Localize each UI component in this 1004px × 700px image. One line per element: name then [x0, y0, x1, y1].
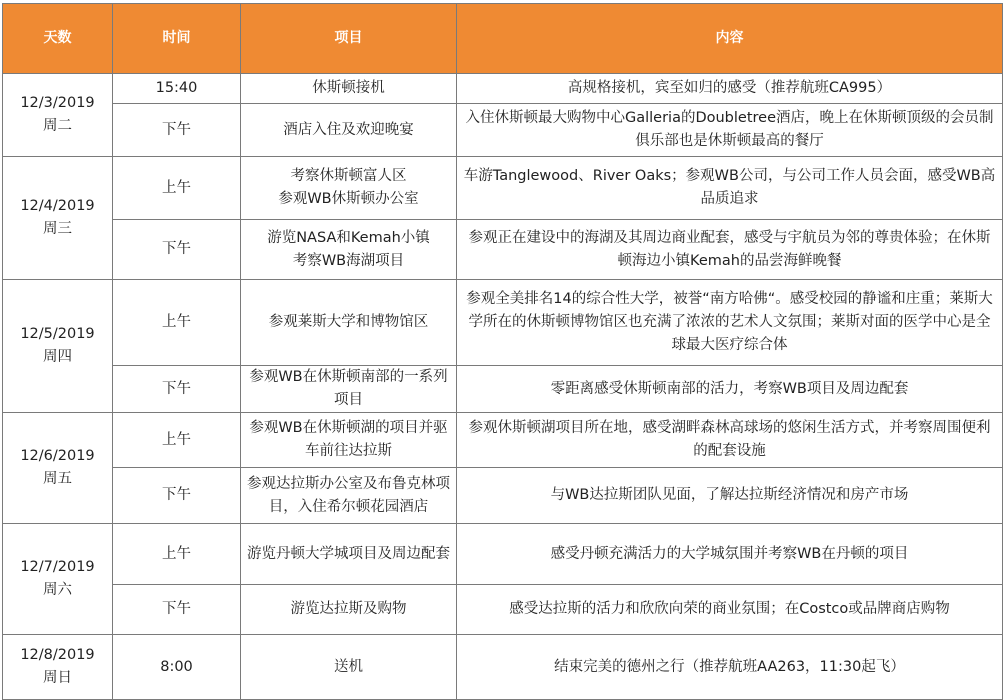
day-date: 12/3/2019 — [20, 95, 95, 111]
time-cell: 下午 — [113, 366, 241, 413]
day-date: 12/5/2019 — [20, 326, 95, 342]
day-cell — [3, 524, 113, 635]
table-row — [3, 468, 1003, 524]
day-date: 12/6/2019 — [20, 448, 95, 464]
day-cell — [3, 413, 113, 524]
content-cell: 结束完美的德州之行（推荐航班AA263，11:30起飞） — [457, 635, 1003, 700]
table-row — [3, 366, 1003, 413]
day-weekday: 周五 — [43, 471, 72, 487]
time-cell: 上午 — [113, 280, 241, 366]
day-weekday: 周四 — [43, 349, 72, 365]
day-cell — [3, 280, 113, 413]
table-row — [3, 220, 1003, 280]
item-cell: 考察休斯顿富人区 参观WB休斯顿办公室 — [241, 157, 457, 220]
header-day: 天数 — [3, 4, 113, 74]
item-cell: 参观WB在休斯顿湖的项目并驱车前往达拉斯 — [241, 413, 457, 468]
day-date: 12/8/2019 — [20, 647, 95, 663]
item-cell: 游览丹顿大学城项目及周边配套 — [241, 524, 457, 585]
time-cell: 下午 — [113, 104, 241, 157]
time-cell: 8:00 — [113, 635, 241, 700]
item-cell: 参观达拉斯办公室及布鲁克林项目，入住希尔顿花园酒店 — [241, 468, 457, 524]
table-row — [3, 635, 1003, 700]
day-date: 12/4/2019 — [20, 198, 95, 214]
content-cell: 与WB达拉斯团队见面，了解达拉斯经济情况和房产市场 — [457, 468, 1003, 524]
item-cell: 休斯顿接机 — [241, 74, 457, 104]
item-cell: 游览达拉斯及购物 — [241, 585, 457, 635]
item-cell: 参观莱斯大学和博物馆区 — [241, 280, 457, 366]
table-row — [3, 524, 1003, 585]
day-weekday: 周三 — [43, 221, 72, 237]
day-cell — [3, 635, 113, 700]
time-cell: 下午 — [113, 585, 241, 635]
day-cell — [3, 157, 113, 280]
table-row — [3, 74, 1003, 104]
day-weekday: 周二 — [43, 118, 72, 134]
table-row — [3, 157, 1003, 220]
content-cell: 入住休斯顿最大购物中心Galleria的Doubletree酒店，晚上在休斯顿顶级的会员制俱乐部也是休斯顿最高的餐厅 — [457, 104, 1003, 157]
item-cell: 送机 — [241, 635, 457, 700]
item-cell: 参观WB在休斯顿南部的一系列项目 — [241, 366, 457, 413]
item-cell: 酒店入住及欢迎晚宴 — [241, 104, 457, 157]
item-cell: 游览NASA和Kemah小镇 考察WB海湖项目 — [241, 220, 457, 280]
header-row — [3, 4, 1003, 74]
day-weekday: 周六 — [43, 582, 72, 598]
table-row — [3, 280, 1003, 366]
table-row — [3, 585, 1003, 635]
day-cell — [3, 74, 113, 157]
content-cell: 高规格接机，宾至如归的感受（推荐航班CA995） — [457, 74, 1003, 104]
content-cell: 感受达拉斯的活力和欣欣向荣的商业氛围；在Costco或品牌商店购物 — [457, 585, 1003, 635]
time-cell: 上午 — [113, 413, 241, 468]
time-cell: 下午 — [113, 220, 241, 280]
header-time: 时间 — [113, 4, 241, 74]
time-cell: 上午 — [113, 157, 241, 220]
day-weekday: 周日 — [43, 670, 72, 686]
day-date: 12/7/2019 — [20, 559, 95, 575]
content-cell: 车游Tanglewood、River Oaks；参观WB公司，与公司工作人员会面，感受WB高品质追求 — [457, 157, 1003, 220]
time-cell: 下午 — [113, 468, 241, 524]
content-cell: 零距离感受休斯顿南部的活力，考察WB项目及周边配套 — [457, 366, 1003, 413]
header-item: 项目 — [241, 4, 457, 74]
header-content: 内容 — [457, 4, 1003, 74]
content-cell: 参观正在建设中的海湖及其周边商业配套，感受与宇航员为邻的尊贵体验；在休斯顿海边小镇Kemah的品尝海鲜晚餐 — [457, 220, 1003, 280]
content-cell: 感受丹顿充满活力的大学城氛围并考察WB在丹顿的项目 — [457, 524, 1003, 585]
itinerary-body — [3, 74, 1003, 700]
table-row — [3, 413, 1003, 468]
time-cell: 15:40 — [113, 74, 241, 104]
table-row — [3, 104, 1003, 157]
content-cell: 参观休斯顿湖项目所在地，感受湖畔森林高球场的悠闲生活方式，并考察周围便利的配套设施 — [457, 413, 1003, 468]
itinerary-table — [2, 3, 1003, 700]
time-cell: 上午 — [113, 524, 241, 585]
content-cell: 参观全美排名14的综合性大学，被誉“南方哈佛“。感受校园的静谧和庄重；莱斯大学所在的休斯顿博物馆区也充满了浓浓的艺术人文氛围；莱斯对面的医学中心是全球最大医疗综合体 — [457, 280, 1003, 366]
